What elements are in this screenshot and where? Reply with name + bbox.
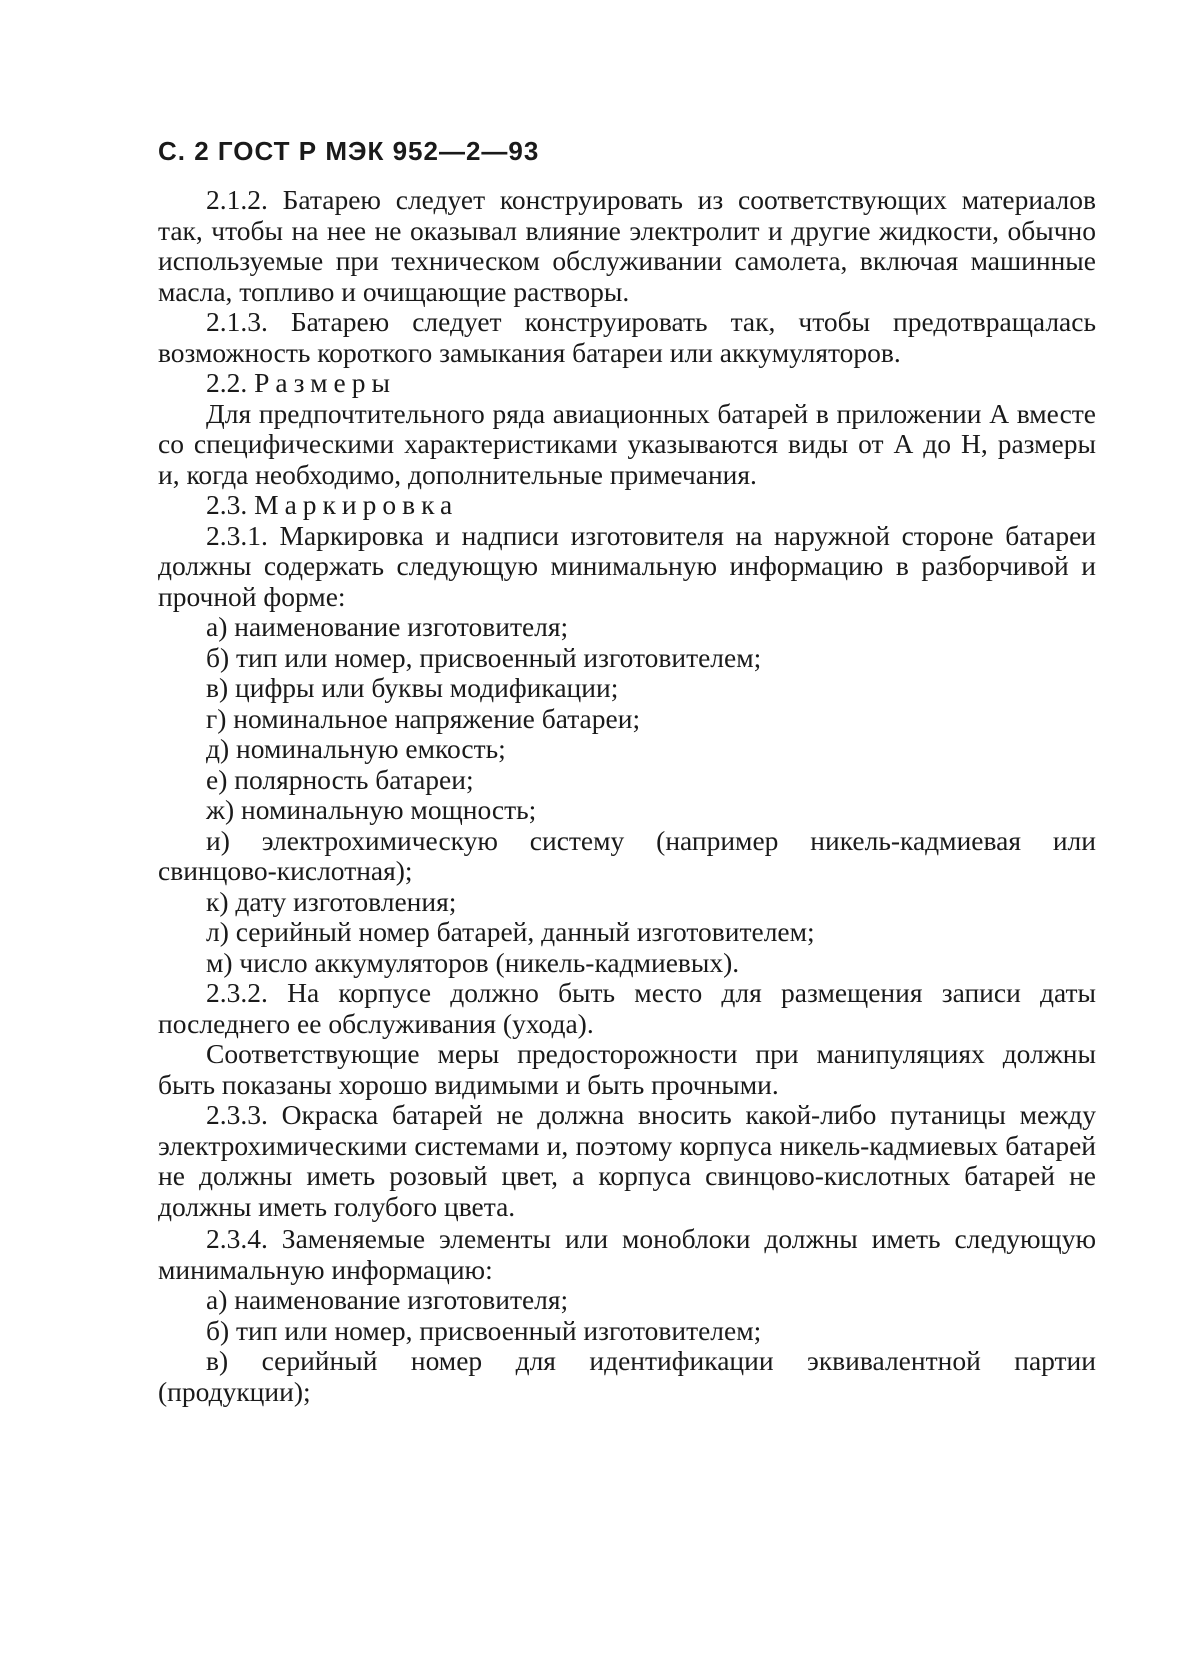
paragraph-2-1-3: 2.1.3. Батарею следует конструировать так, чтобы предотвращалась возможность короткого замыкания батареи или аккумуляторов.: [158, 306, 1096, 368]
list-item: а) наименование изготовителя;: [206, 1284, 569, 1315]
paragraph-2-1-2: 2.1.2. Батарею следует конструировать из соответствующих материалов так, чтобы на нее не оказывал влияние электролит и другие жидкости, обычно используемые при техническом обслуживании самолета, включая машинные масла, топливо и очищающие растворы.: [158, 184, 1096, 307]
list-item: б) тип или номер, присвоенный изготовителем;: [206, 641, 762, 673]
paragraph-2-3-2: 2.3.2. На корпусе должно быть место для размещения записи даты последнего ее обслуживания (ухода).: [158, 977, 1096, 1039]
paragraph-2-2: Для предпочтительного ряда авиационных батарей в приложении А вместе со специфическими характеристиками указываются виды от А до Н, размеры и, когда необходимо, дополнительные примечания.: [158, 397, 1096, 490]
paragraph-2-3-2-cont: Соответствующие меры предосторожности при манипуляциях должны быть показаны хорошо видимыми и быть прочными.: [158, 1038, 1096, 1100]
list-item: а) наименование изготовителя;: [206, 611, 569, 642]
list-item: е) полярность батареи;: [206, 763, 474, 795]
page-header: С. 2 ГОСТ Р МЭК 952—2—93: [158, 136, 540, 166]
section-number: 2.3.: [206, 489, 248, 520]
paragraph-2-3-1: 2.3.1. Маркировка и надписи изготовителя на наружной стороне батареи должны содержать следующую минимальную информацию в разборчивой и прочной форме:: [158, 519, 1096, 612]
paragraph-2-3-3: 2.3.3. Окраска батарей не должна вносить какой-либо путаницы между электрохимическими системами и, поэтому корпуса никель-кадмиевых батарей не должны иметь розовый цвет, а корпуса свинцово-кислотных батарей не должны иметь голубого цвета.: [158, 1099, 1096, 1222]
list-item: г) номинальное напряжение батареи;: [206, 702, 641, 734]
section-heading-2-3: [158, 490, 1096, 521]
list-item: л) серийный номер батарей, данный изготовителем;: [206, 916, 815, 947]
list-item: б) тип или номер, присвоенный изготовителем;: [206, 1314, 762, 1346]
paragraph-2-3-4: 2.3.4. Заменяемые элементы или моноблоки должны иметь следующую минимальную информацию:: [158, 1223, 1096, 1285]
list-item: и) электрохимическую систему (например никель-кадмиевая или свинцово-кислотная);: [158, 824, 1096, 886]
list-item: д) номинальную емкость;: [206, 733, 506, 764]
section-heading-2-2: [158, 368, 1096, 399]
document-page: [158, 136, 1096, 1407]
list-item: м) число аккумуляторов (никель-кадмиевых).: [206, 946, 740, 978]
list-item: в) цифры или буквы модификации;: [206, 672, 619, 703]
list-item: ж) номинальную мощность;: [206, 794, 537, 825]
list-item: к) дату изготовления;: [206, 885, 457, 917]
section-number: 2.2.: [206, 367, 248, 398]
list-item: в) серийный номер для идентификации эквивалентной партии (продукции);: [158, 1345, 1096, 1407]
section-title: Размеры: [254, 367, 396, 398]
section-title: Маркировка: [254, 489, 459, 520]
